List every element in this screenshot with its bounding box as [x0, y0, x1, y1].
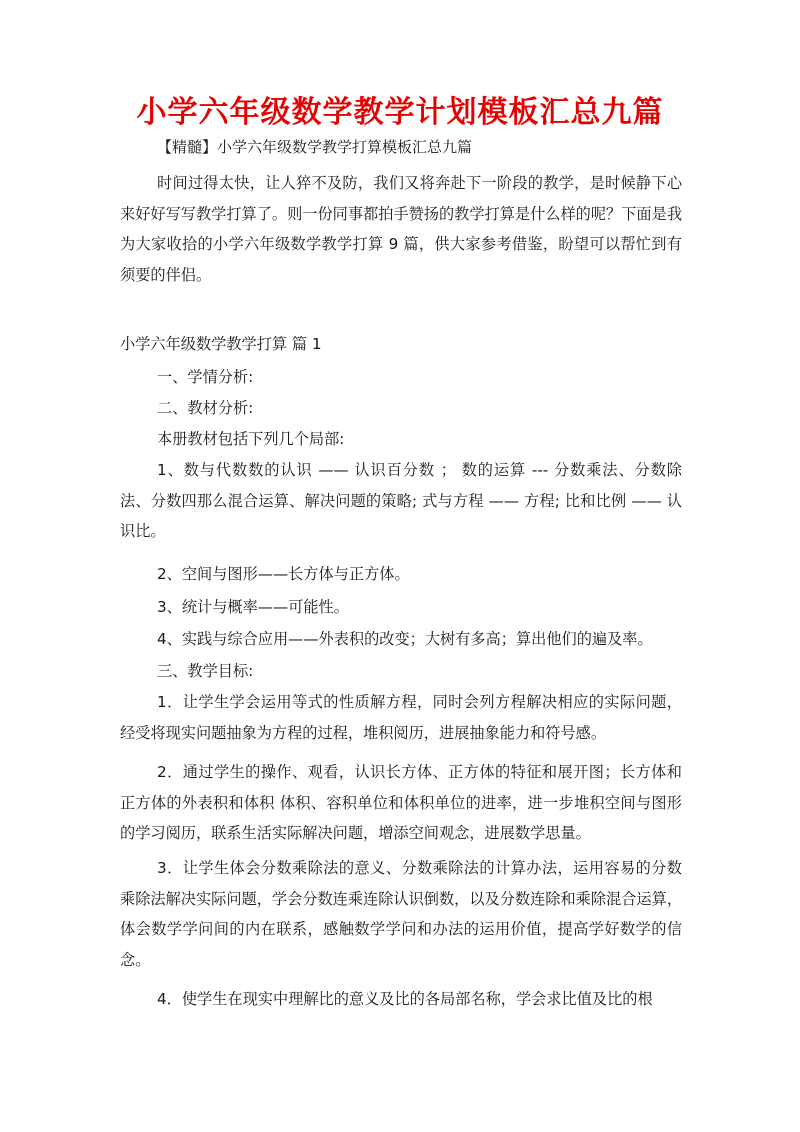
content-item-2: 2、空间与图形——长方体与正方体。: [157, 565, 410, 583]
goal-4: 4．使学生在现实中理解比的意义及比的各局部名称，学会求比值及比的根: [157, 990, 653, 1008]
section-heading: 小学六年级数学教学打算 篇 1: [120, 335, 322, 353]
goal-1: 1．让学生学会运用等式的性质解方程，同时会列方程解决相应的实际问题，经受将现实问题抽象为方程的过程，堆积阅历，进展抽象能力和符号感。: [120, 693, 682, 742]
document-subtitle: 【精髓】小学六年级数学教学打算模板汇总九篇: [157, 138, 473, 156]
content-item-3: 3、统计与概率——可能性。: [157, 598, 349, 616]
heading-textbook-analysis: 二、教材分析:: [157, 399, 254, 417]
textbook-intro: 本册教材包括下列几个局部:: [157, 430, 345, 448]
document-title: 小学六年级数学教学计划模板汇总九篇: [136, 95, 664, 130]
content-item-1: 1、数与代数数的认识 —— 认识百分数 ； 数的运算 --- 分数乘法、分数除法、分数四那么混合运算、解决问题的策略; 式与方程 —— 方程; 比和比例 —— 认识比。: [120, 461, 682, 540]
intro-paragraph: 时间过得太快，让人猝不及防，我们又将奔赴下一阶段的教学，是时候静下心来好好写写教学打算了。则一份同事都拍手赞扬的教学打算是什么样的呢？下面是我为大家收拾的小学六年级数学教学打算 9 篇，供大家参考借鉴，盼望可以帮忙到有须要的伴侣。: [120, 174, 682, 284]
heading-learning-analysis: 一、学情分析:: [157, 368, 254, 386]
heading-teaching-goals: 三、教学目标:: [157, 662, 254, 680]
content-item-4: 4、实践与综合应用——外表积的改变；大树有多高；算出他们的遍及率。: [157, 630, 653, 648]
goal-2: 2．通过学生的操作、观看，认识长方体、正方体的特征和展开图；长方体和正方体的外表积和体积 体积、容积单位和体积单位的进率，进一步堆积空间与图形的学习阅历，联系生活实际解决问题，增添空间观念，进展数学思量。: [120, 763, 682, 842]
goal-3: 3．让学生体会分数乘除法的意义、分数乘除法的计算办法，运用容易的分数乘除法解决实际问题，学会分数连乘连除认识倒数，以及分数连除和乘除混合运算，体会数学学问间的内在联系，感触数学学问和办法的运用价值，提高学好数学的信念。: [120, 859, 682, 969]
